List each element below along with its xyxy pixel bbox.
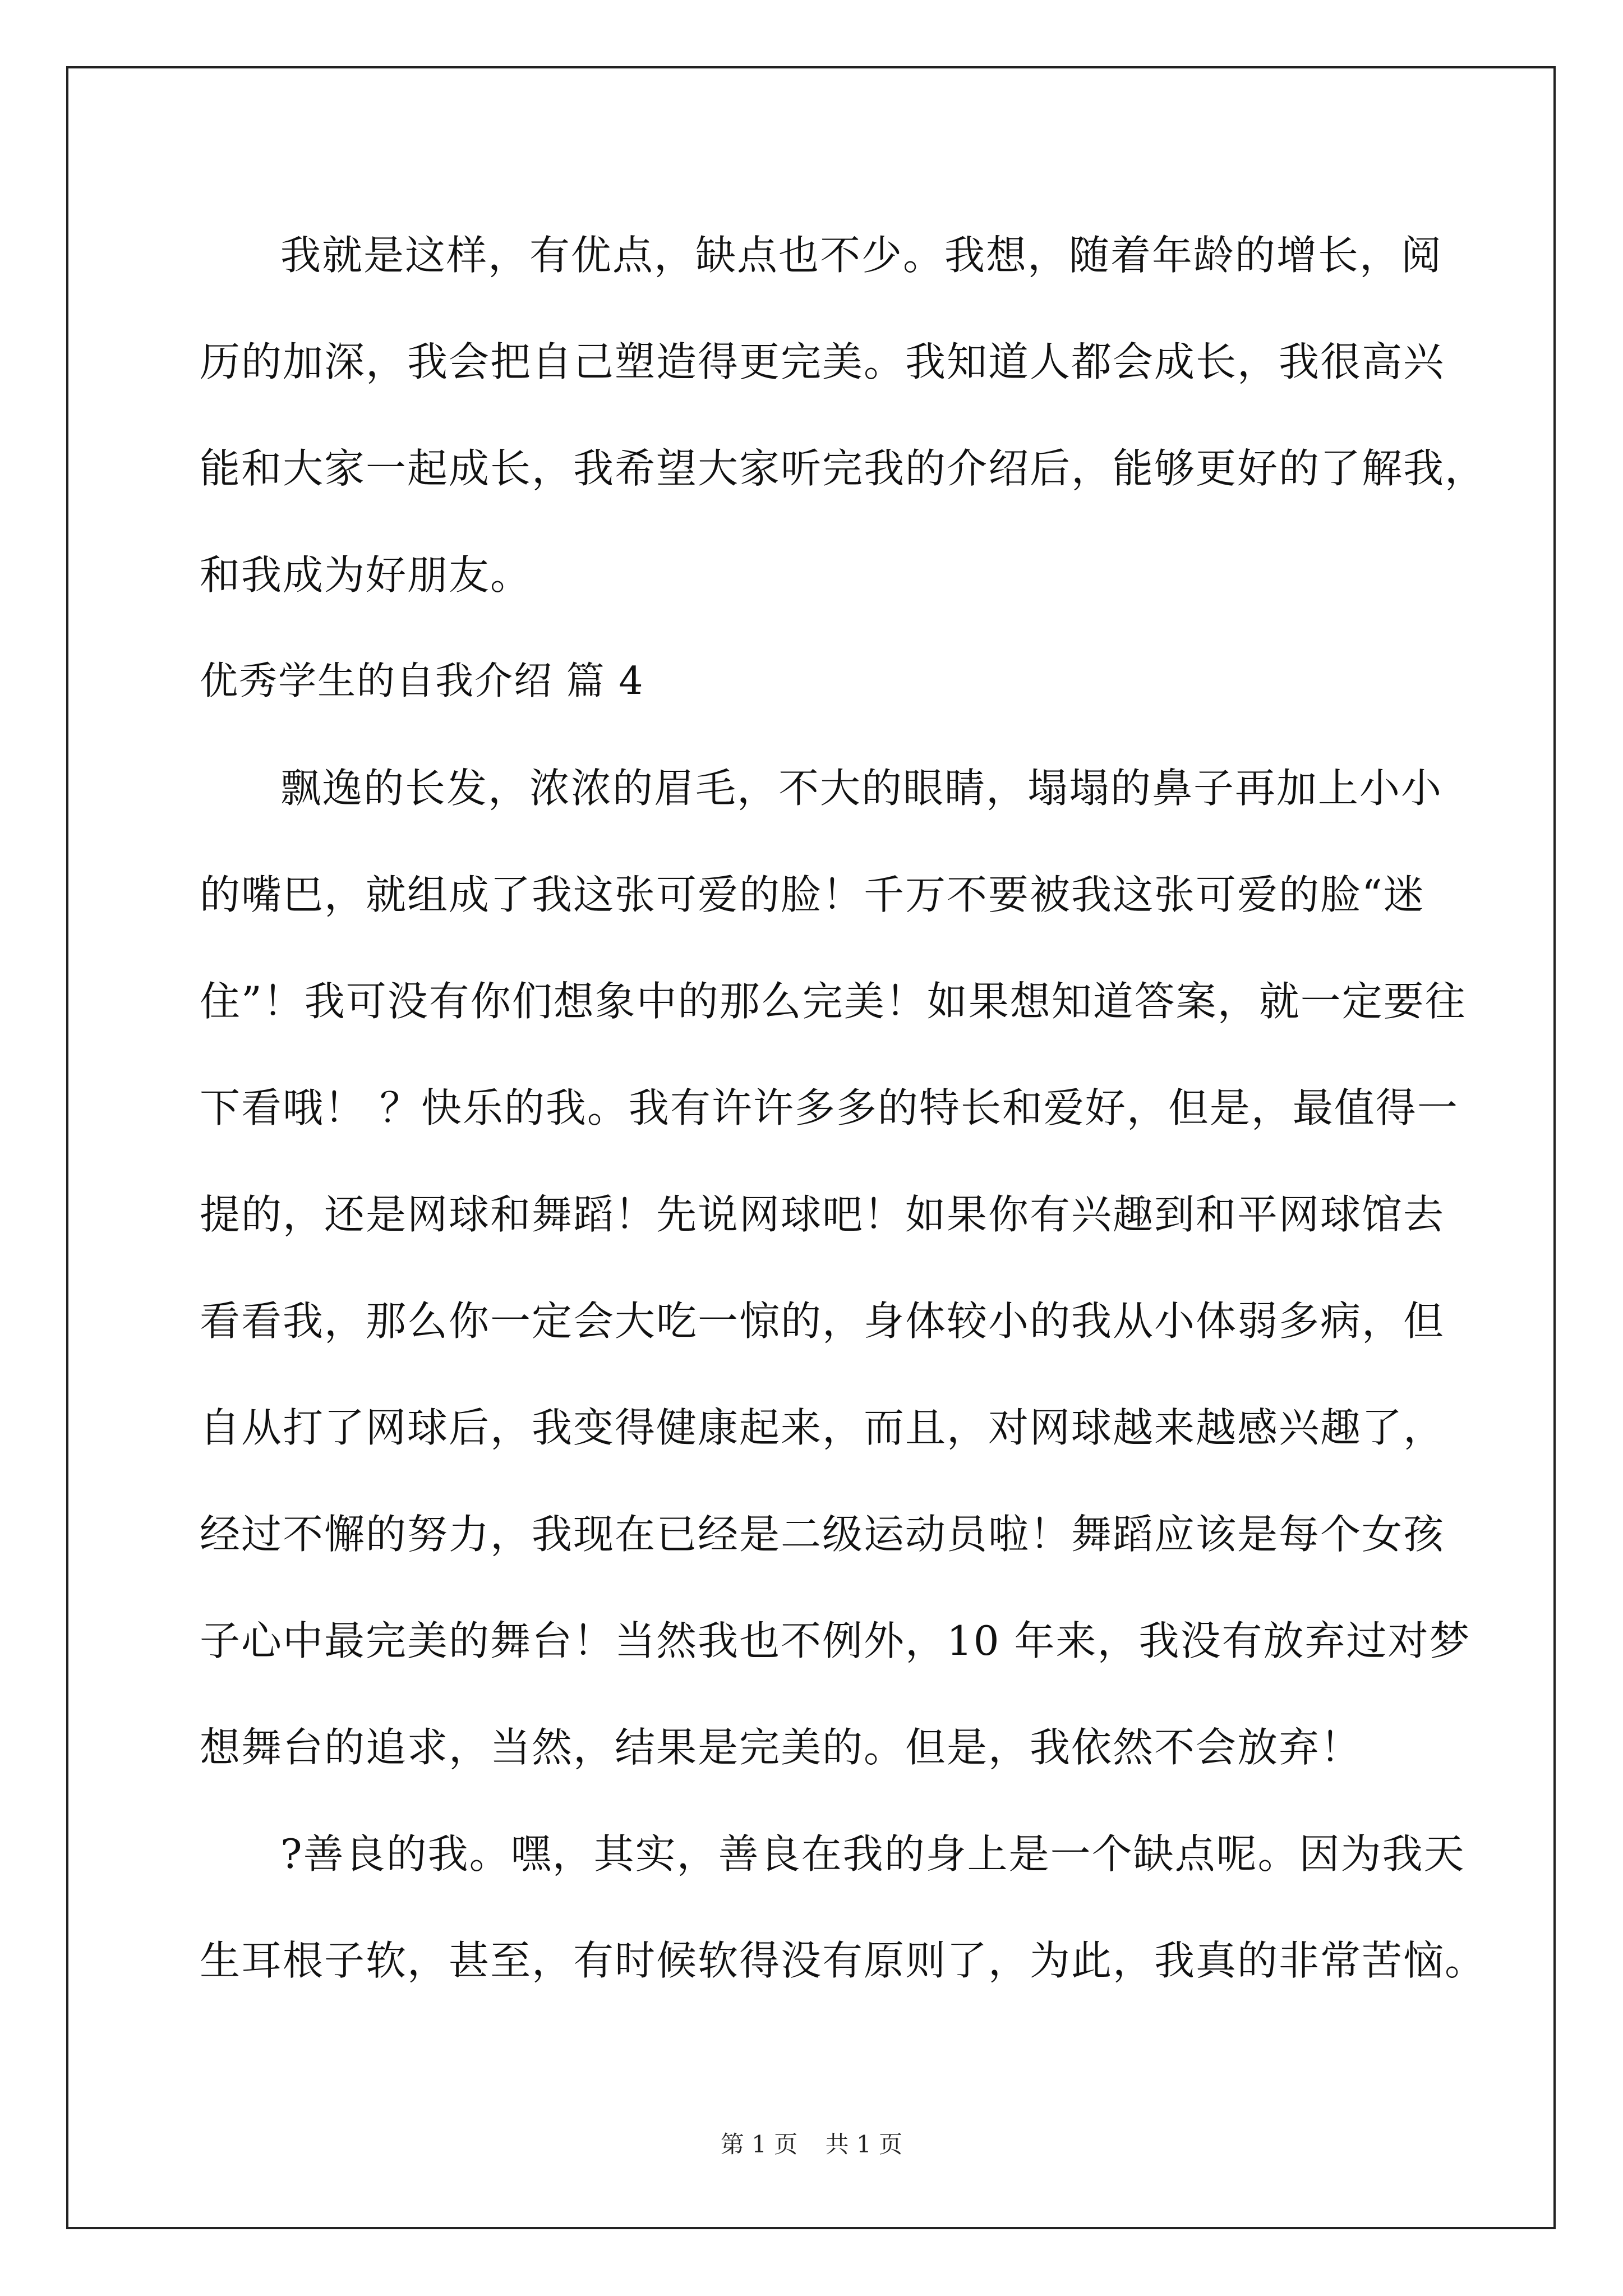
text-line: 想舞台的追求，当然，结果是完美的。但是，我依然不会放弃！ xyxy=(200,1724,1362,1771)
section-heading: 优秀学生的自我介绍 篇 4 xyxy=(200,659,644,703)
text-line: 和我成为好朋友。 xyxy=(200,551,532,599)
text-line: ?善良的我。嘿，其实，善良在我的身上是一个缺点呢。因为我天 xyxy=(280,1830,1465,1878)
text-line: 自从打了网球后，我变得健康起来，而且，对网球越来越感兴趣了， xyxy=(200,1404,1445,1451)
text-line: 经过不懈的努力，我现在已经是二级运动员啦！舞蹈应该是每个女孩 xyxy=(200,1511,1445,1558)
text-line: 看看我，那么你一定会大吃一惊的，身体较小的我从小体弱多病，但 xyxy=(200,1297,1445,1345)
page-number: 第 1 页 xyxy=(720,2131,798,2158)
document-body xyxy=(200,202,1487,2014)
text-line: 能和大家一起成长，我希望大家听完我的介绍后，能够更好的了解我， xyxy=(200,445,1487,492)
text-line: 飘逸的长发，浓浓的眉毛，不大的眼睛，塌塌的鼻子再加上小小 xyxy=(280,765,1443,812)
text-line: 住”！我可没有你们想象中的那么完美！如果想知道答案，就一定要往 xyxy=(200,978,1467,1025)
text-line: 历的加深，我会把自己塑造得更完美。我知道人都会成长，我很高兴 xyxy=(200,338,1445,385)
text-line: 的嘴巴，就组成了我这张可爱的脸！千万不要被我这张可爱的脸“迷 xyxy=(200,871,1425,918)
text-line: 生耳根子软，甚至，有时候软得没有原则了，为此，我真的非常苦恼。 xyxy=(200,1937,1487,1984)
page-footer xyxy=(0,2126,1623,2160)
text-line: 我就是这样，有优点，缺点也不少。我想，随着年龄的增长，阅 xyxy=(280,232,1443,279)
text-line: 下看哦！ ？快乐的我。我有许许多多的特长和爱好，但是，最值得一 xyxy=(200,1084,1459,1131)
text-line: 提的，还是网球和舞蹈！先说网球吧！如果你有兴趣到和平网球馆去 xyxy=(200,1191,1445,1238)
text-line: 子心中最完美的舞台！当然我也不例外，10 年来，我没有放弃过对梦 xyxy=(200,1617,1471,1664)
page-total: 共 1 页 xyxy=(825,2131,903,2158)
